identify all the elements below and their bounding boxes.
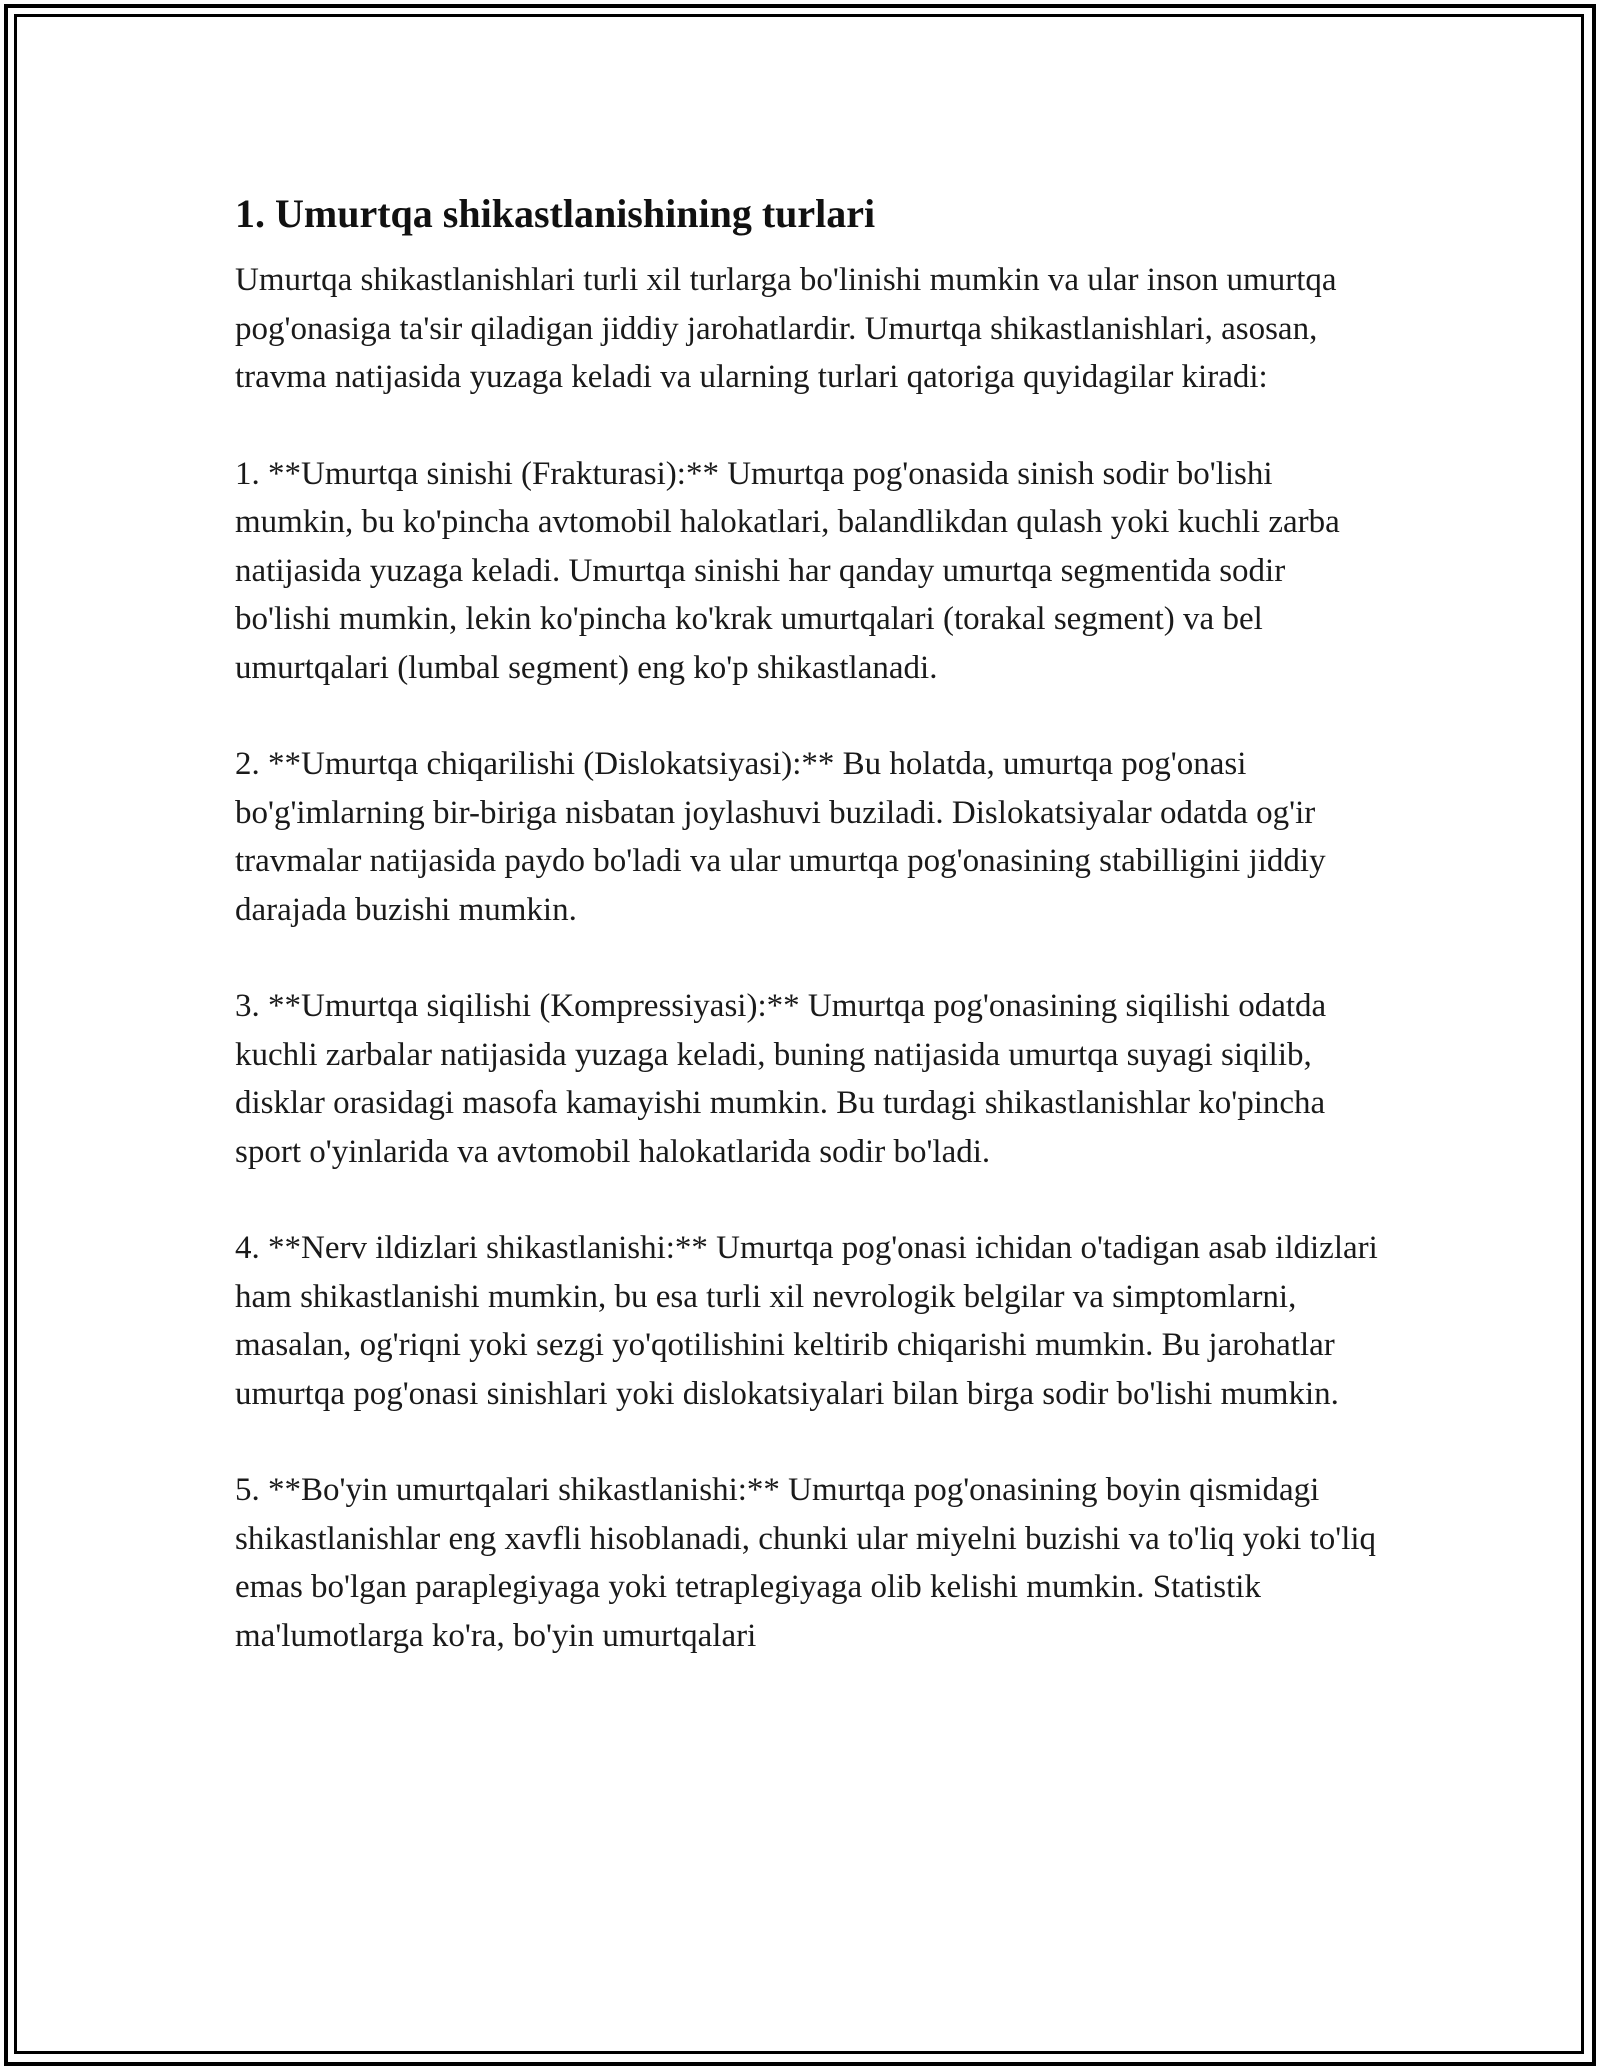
list-item-nerve-root: 4. **Nerv ildizlari shikastlanishi:** Umurtqa pog'onasi ichidan o'tadigan asab ildizlari ham shikastlanishi mumkin, bu esa turli xil nevrologik belgilar va simptomlarni, masalan, og'riqni yoki sezgi yo'qotilishini keltirib chiqarishi mumkin. Bu jarohatlar umurtqa pog'onasi sinishlari yoki dislokatsiyalari bilan birga sodir bo'lishi mumkin. bbox=[235, 1230, 1378, 1412]
list-item-compression: 3. **Umurtqa siqilishi (Kompressiyasi):** Umurtqa pog'onasining siqilishi odatda kuchli zarbalar natijasida yuzaga keladi, buning natijasida umurtqa suyagi siqilib, disklar orasidagi masofa kamayishi mumkin. Bu turdagi shikastlanishlar ko'pincha sport o'yinlarida va avtomobil halokatlarida sodir bo'ladi. bbox=[235, 988, 1327, 1170]
list-item-cervical: 5. **Bo'yin umurtqalari shikastlanishi:** Umurtqa pog'onasining boyin qismidagi shikastlanishlar eng xavfli hisoblanadi, chunki ular miyelni buzishi va to'liq yoki to'liq emas bo'lgan paraplegiyaga yoki tetraplegiyaga olib kelishi mumkin. Statistik ma'lumotlarga ko'ra, bo'yin umurtqalari bbox=[235, 1472, 1377, 1654]
list-item-fracture: 1. **Umurtqa sinishi (Frakturasi):** Umurtqa pog'onasida sinish sodir bo'lishi mumkin, bu ko'pincha avtomobil halokatlari, balandlikdan qulash yoki kuchli zarba natijasida yuzaga keladi. Umurtqa sinishi har qanday umurtqa segmentida sodir bo'lishi mumkin, lekin ko'pincha ko'krak umurtqalari (torakal segment) va bel umurtqalari (lumbal segment) eng ko'p shikastlanadi. bbox=[235, 455, 1340, 686]
intro-paragraph: Umurtqa shikastlanishlari turli xil turlarga bo'linishi mumkin va ular inson umurtqa pog'onasiga ta'sir qiladigan jiddiy jarohatlardir. Umurtqa shikastlanishlari, asosan, travma natijasida yuzaga keladi va ularning turlari qatoriga quyidagilar kiradi: bbox=[235, 262, 1337, 395]
list-item-dislocation: 2. **Umurtqa chiqarilishi (Dislokatsiyasi):** Bu holatda, umurtqa pog'onasi bo'g'imlarning bir-biriga nisbatan joylashuvi buziladi. Dislokatsiyalar odatda og'ir travmalar natijasida paydo bo'ladi va ular umurtqa pog'onasining stabilligini jiddiy darajada buzishi mumkin. bbox=[235, 746, 1326, 928]
section-heading: 1. Umurtqa shikastlanishining turlari bbox=[235, 191, 876, 236]
document-body bbox=[235, 186, 1385, 1708]
